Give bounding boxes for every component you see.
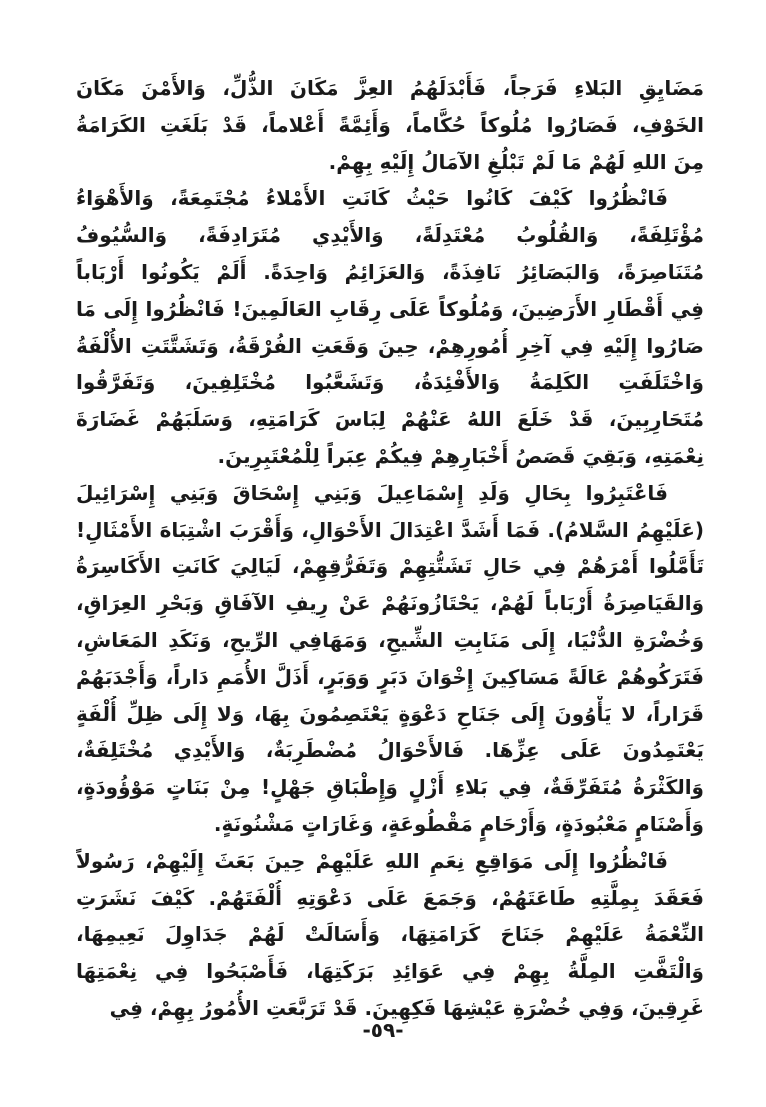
text-line: وَالْتَفَّتِ المِلَّةُ بِهِمْ فِي عَوَائِدِ بَرَكَتِهَا، فَأَصْبَحُوا فِي نِعْمَتِهَا — [76, 959, 704, 984]
text-line: تَأَمَّلُوا أَمْرَهُمْ فِي حَالِ تَشَتُّتِهِمْ وَتَفَرُّقِهِمْ، لَيَالِيَ كَانَتِ الأَكَاسِرَةُ — [76, 554, 704, 579]
paragraph — [76, 475, 704, 843]
text-line: صَارُوا إِلَيْهِ فِي آخِرِ أُمُورِهِمْ، حِينَ وَقَعَتِ الفُرْقَةُ، وَتَشَتَّتَتِ الأُلْفَةُ — [76, 333, 704, 358]
text-line: النِّعْمَةُ عَلَيْهِمْ جَنَاحَ كَرَامَتِهَا، وَأَسَالَتْ لَهُمْ جَدَاوِلَ نَعِيمِهَا، — [76, 922, 704, 947]
text-line: مِنَ اللهِ لَهُمْ مَا لَمْ تَبْلُغِ الآمَالُ إِلَيْهِ بِهِمْ. — [328, 149, 704, 174]
text-line: يَعْتَمِدُونَ عَلَى عِزِّهَا. فَالأَحْوَالُ مُضْطَرِبَةٌ، وَالأَيْدِي مُخْتَلِفَةٌ، — [76, 738, 704, 763]
text-line: فَتَرَكُوهُمْ عَالَةً مَسَاكِينَ إِخْوَانَ دَبَرٍ وَوَبَرٍ، أَذَلَّ الأُمَمِ دَاراً، وَأَجْدَبَهُمْ — [76, 664, 704, 689]
paragraph — [76, 843, 704, 1027]
text-line: فَانْظُرُوا كَيْفَ كَانُوا حَيْثُ كَانَتِ الأَمْلاءُ مُجْتَمِعَةً، وَالأَهْوَاءُ — [76, 186, 668, 211]
text-line: فِي أَقْطَارِ الأَرَضِينَ، وَمُلُوكاً عَلَى رِقَابِ العَالَمِينَ! فَانْظُرُوا إِلَى مَا — [76, 296, 704, 321]
page-body — [76, 70, 704, 1027]
page-number: -٥٩- — [362, 1018, 404, 1042]
paragraph — [76, 180, 704, 474]
text-line: فَاعْتَبِرُوا بِحَالِ وَلَدِ إِسْمَاعِيلَ وَبَنِي إِسْحَاقَ وَبَنِي إِسْرَائِيلَ — [76, 480, 668, 505]
text-line: (عَلَيْهِمُ السَّلامُ). فَمَا أَشَدَّ اعْتِدَالَ الأَحْوَالِ، وَأَقْرَبَ اشْتِبَاهَ الأَمْثَالِ! — [76, 517, 704, 542]
text-line: وَخُضْرَةِ الدُّنْيَا، إِلَى مَنَابِتِ الشِّيحِ، وَمَهَافِي الرِّيحِ، وَنَكَدِ المَعَاشِ، — [76, 627, 704, 652]
paragraph — [76, 70, 704, 180]
text-line: وَأَصْنَامٍ مَعْبُودَةٍ، وَأَرْحَامٍ مَقْطُوعَةٍ، وَغَارَاتٍ مَشْنُونَةٍ. — [213, 811, 704, 836]
text-line: وَاخْتَلَفَتِ الكَلِمَةُ وَالأَفْئِدَةُ، وَتَشَعَّبُوا مُخْتَلِفِينَ، وَتَفَرَّقُوا — [76, 370, 704, 395]
text-line: مُتَنَاصِرَةً، وَالبَصَائِرُ نَافِذَةً، وَالعَزَائِمُ وَاحِدَةً. أَلَمْ يَكُونُوا أَرْبَاباً — [76, 259, 704, 284]
text-line: وَالكَثْرَةُ مُتَفَرِّقَةٌ، فِي بَلاءِ أَزْلٍ وَإِطْبَاقِ جَهْلٍ! مِنْ بَنَاتٍ مَوْؤُودَةٍ، — [76, 775, 704, 800]
text-line: الخَوْفِ، فَصَارُوا مُلُوكاً حُكَّاماً، وَأَئِمَّةً أَعْلاماً، قَدْ بَلَغَتِ الكَرَامَةُ — [76, 112, 704, 137]
text-line: مَضَايِقِ البَلاءِ فَرَجاً، فَأَبْدَلَهُمُ العِزَّ مَكَانَ الذُّلِّ، وَالأَمْنَ مَكَانَ — [76, 76, 704, 100]
text-line: نِعْمَتِهِ، وَبَقِيَ قَصَصُ أَخْبَارِهِمْ فِيكُمْ عِبَراً لِلْمُعْتَبِرِينَ. — [217, 443, 704, 468]
text-line: وَالقَيَاصِرَةُ أَرْبَاباً لَهُمْ، يَحْتَازُونَهُمْ عَنْ رِيفِ الآفَاقِ وَبَحْرِ العِرَاقِ، — [76, 591, 704, 616]
text-line: قَرَاراً، لا يَأْوُونَ إِلَى جَنَاحِ دَعْوَةٍ يَعْتَصِمُونَ بِهَا، وَلا إِلَى ظِلِّ أُلْفَةٍ — [76, 701, 704, 726]
text-line: غَرِقِينَ، وَفِي خُضْرَةِ عَيْشِهَا فَكِهِينَ. قَدْ تَرَبَّعَتِ الأُمُورُ بِهِمْ، فِي — [109, 995, 704, 1020]
text-line: فَعَقَدَ بِمِلَّتِهِ طَاعَتَهُمْ، وَجَمَعَ عَلَى دَعْوَتِهِ أُلْفَتَهُمْ. كَيْفَ نَشَرَتِ — [76, 885, 704, 910]
text-line: مُتَحَارِبِينَ، قَدْ خَلَعَ اللهُ عَنْهُمْ لِبَاسَ كَرَامَتِهِ، وَسَلَبَهُمْ غَضَارَةَ — [76, 407, 704, 432]
text-line: مُؤْتَلِفَةً، وَالقُلُوبُ مُعْتَدِلَةً، وَالأَيْدِي مُتَرَادِفَةً، وَالسُّيُوفُ — [76, 223, 704, 248]
text-line: فَانْظُرُوا إِلَى مَوَاقِعِ نِعَمِ اللهِ عَلَيْهِمْ حِينَ بَعَثَ إِلَيْهِمْ، رَسُولاً — [76, 848, 668, 873]
